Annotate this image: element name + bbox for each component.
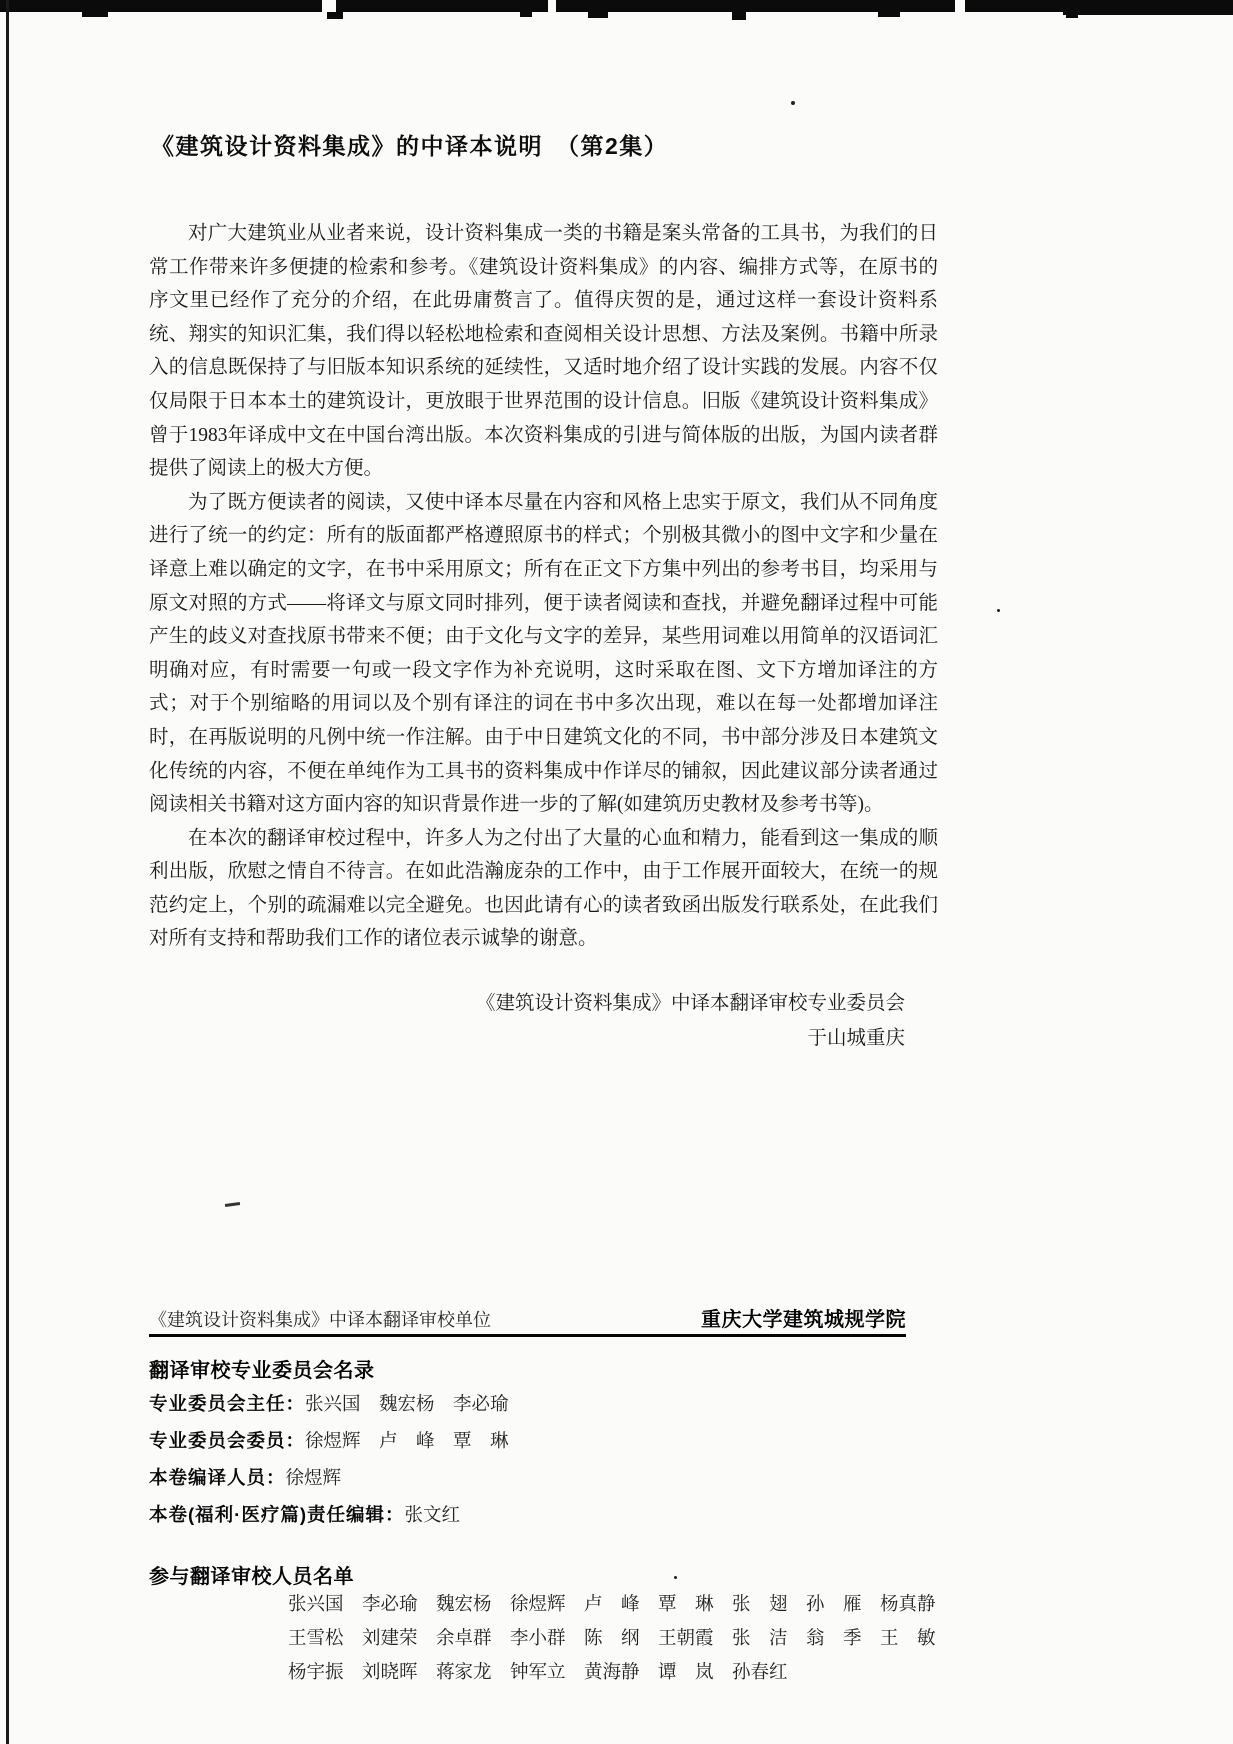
credits-header-left: 《建筑设计资料集成》中译本翻译审校单位 <box>149 1310 491 1330</box>
scan-edge-line <box>6 0 9 1744</box>
scan-band-tick <box>520 12 532 17</box>
page-title: 《建筑设计资料集成》的中译本说明 （第2集） <box>151 133 669 159</box>
paragraph-3: 在本次的翻译审校过程中，许多人为之付出了大量的心血和精力，能看到这一集成的顺利出版，欣慰之情自不待言。在如此浩瀚庞杂的工作中，由于工作展开面较大，在统一的规范约定上，个别的疏漏难以完全避免。也因此请有心的读者致函出版发行联系处，在此我们对所有支持和帮助我们工作的诸位表示诚挚的谢意。 <box>149 827 938 950</box>
paragraph-1: 对广大建筑业从业者来说，设计资料集成一类的书籍是案头常备的工具书，为我们的日常工作带来许多便捷的检索和参考。《建筑设计资料集成》的内容、编排方式等，在原书的序文里已经作了充分的介绍，在此毋庸赘言了。值得庆贺的是，通过这样一套设计资料系统、翔实的知识汇集，我们得以轻松地检索和查阅相关设计思想、方法及案例。书籍中所录入的信息既保持了与旧版本知识系统的延续性，又适时地介绍了设计实践的发展。内容不仅仅局限于日本本土的建筑设计，更放眼于世界范围的设计信息。旧版《建筑设计资料集成》曾于1983年译成中文在中国台湾出版。本次资料集成的引进与简体版的出版，为国内读者群提供了阅读上的极大方便。 <box>149 223 938 480</box>
scan-band-tick <box>732 12 746 20</box>
scan-speck <box>674 1576 677 1579</box>
roster-row-chairman <box>149 1390 509 1427</box>
roster-label: 专业委员会委员： <box>149 1430 306 1451</box>
divider-rule <box>149 1334 906 1337</box>
roster-value: 徐煜辉 <box>285 1469 342 1489</box>
roster-label: 专业委员会主任： <box>149 1393 306 1414</box>
roster-label: 本卷(福利·医疗篇)责任编辑： <box>149 1504 405 1525</box>
roster-value: 张兴国 魏宏杨 李必瑜 <box>305 1395 509 1415</box>
scan-band-tick <box>1066 12 1078 18</box>
roster-label: 本卷编译人员： <box>149 1467 286 1488</box>
roster-list <box>149 1390 509 1538</box>
scan-edge-band <box>0 0 1233 12</box>
signature-location: 于山城重庆 <box>807 1028 905 1049</box>
participants-title: 参与翻译审校人员名单 <box>149 1566 354 1588</box>
scan-speck <box>791 101 795 105</box>
scan-band-tick <box>878 12 900 17</box>
signature-committee: 《建筑设计资料集成》中译本翻译审校专业委员会 <box>475 993 905 1014</box>
participants-row: 杨宇振 刘晓晖 蒋家龙 钟军立 黄海静 谭 岚 孙春红 <box>288 1663 788 1683</box>
body-text <box>149 217 938 956</box>
scan-speck <box>997 609 1000 612</box>
roster-row-editor <box>149 1501 509 1538</box>
scan-edge-band-right <box>1063 0 1233 15</box>
paragraph-2: 为了既方便读者的阅读，又使中译本尽量在内容和风格上忠实于原文，我们从不同角度进行了统一的约定：所有的版面都严格遵照原书的样式；个别极其微小的图中文字和少量在译意上难以确定的文字，在书中采用原文；所有在正文下方集中列出的参考书目，均采用与原文对照的方式——将译文与原文同时排列，便于读者阅读和查找，并避免翻译过程中可能产生的歧义对查找原书带来不便；由于文化与文字的差异，某些用词难以用简单的汉语词汇明确对应，有时需要一句或一段文字作为补充说明，这时采取在图、文下方增加译注的方式；对于个别缩略的用词以及个别有译注的词在书中多次出现，难以在每一处都增加译注时，在再版说明的凡例中统一作注解。由于中日建筑文化的不同，书中部分涉及日本建筑文化传统的内容，不便在单纯作为工具书的资料集成中作详尽的铺叙，因此建议部分读者通过阅读相关书籍对这方面内容的知识背景作进一步的了解(如建筑历史教材及参考书等)。 <box>149 491 938 816</box>
scan-band-notch <box>548 0 556 12</box>
roster-value: 张文红 <box>404 1506 460 1526</box>
scan-band-notch <box>322 0 336 12</box>
scan-band-notch <box>955 0 965 12</box>
roster-title: 翻译审校专业委员会名录 <box>149 1360 375 1382</box>
credits-header-right: 重庆大学建筑城规学院 <box>701 1309 906 1331</box>
credits-header <box>149 1303 906 1332</box>
scan-speck <box>225 1202 240 1207</box>
signature-block <box>476 986 905 1056</box>
roster-row-members <box>149 1427 509 1464</box>
scan-band-tick <box>82 12 108 17</box>
scan-band-tick <box>588 12 608 18</box>
roster-row-translator <box>149 1464 509 1501</box>
participants-row: 张兴国 李必瑜 魏宏杨 徐煜辉 卢 峰 覃 琳 张 翅 孙 雁 杨真静 <box>288 1595 936 1615</box>
participants-list <box>288 1588 948 1690</box>
participants-row: 王雪松 刘建荣 余卓群 李小群 陈 纲 王朝霞 张 洁 翁 季 王 敏 <box>288 1629 936 1649</box>
roster-value: 徐煜辉 卢 峰 覃 琳 <box>305 1432 509 1452</box>
scan-band-tick <box>327 12 343 19</box>
